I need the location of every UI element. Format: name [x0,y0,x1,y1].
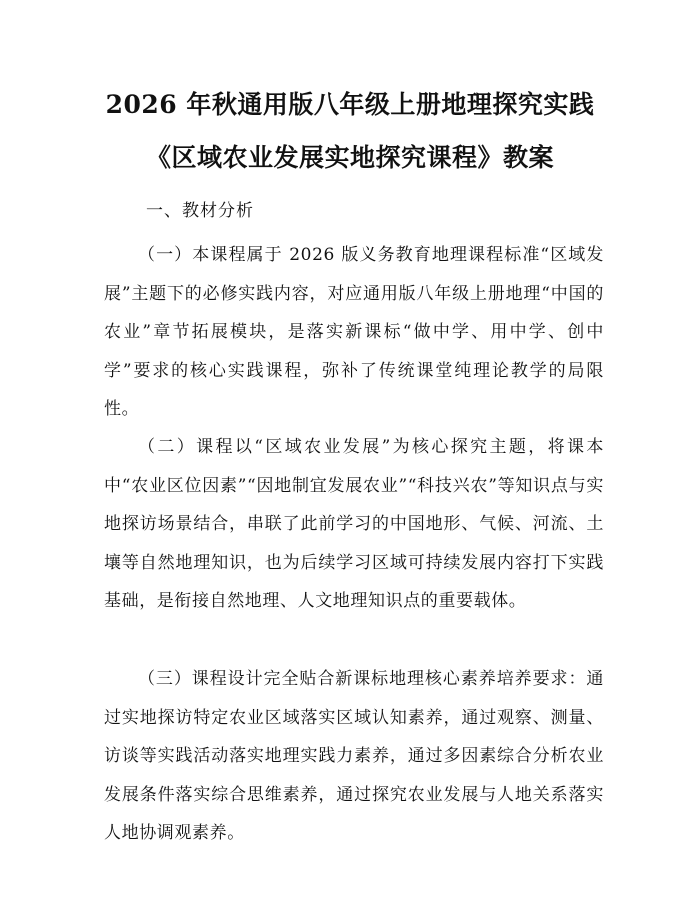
paragraph-1: （一）本课程属于 2026 版义务教育地理课程标准“区域发展”主题下的必修实践内容，对应通用版八年级上册地理“中国的农业”章节拓展模块，是落实新课标“做中学、用中学、创中学”要求的核心实践课程，弥补了传统课堂纯理论教学的局限性。 [104,245,604,419]
document-title-line-2: 《区域农业发展实地探究课程》教案 [145,143,554,172]
paragraph-2: （二）课程以“区域农业发展”为核心探究主题，将课本中“农业区位因素”“因地制宜发展农业”“科技兴农”等知识点与实地探访场景结合，串联了此前学习的中国地形、气候、河流、土壤等自然地理知识，也为后续学习区域可持续发展内容打下实践基础，是衔接自然地理、人文地理知识点的重要载体。 [104,437,604,611]
section-heading-teaching-material-analysis: 一、教材分析 [146,201,254,221]
document-title-line-1: 2026 年秋通用版八年级上册地理探究实践 [105,90,595,119]
paragraph-3: （三）课程设计完全贴合新课标地理核心素养培养要求：通过实地探访特定农业区域落实区域认知素养，通过观察、测量、访谈等实践活动落实地理实践力素养，通过多因素综合分析农业发展条件落实综合思维素养，通过探究农业发展与人地关系落实人地协调观素养。 [104,669,604,843]
